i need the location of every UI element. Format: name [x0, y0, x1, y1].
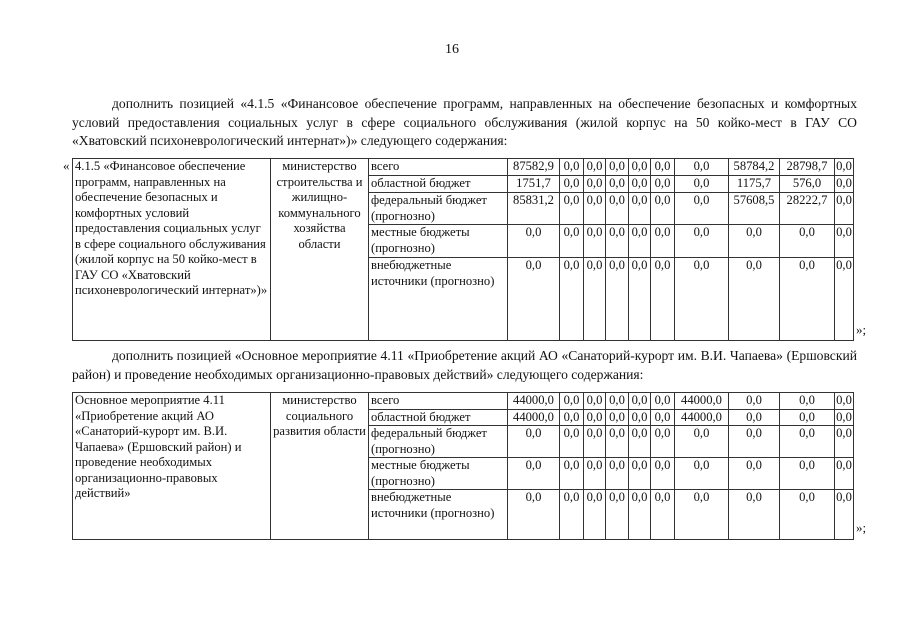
table-row — [73, 393, 854, 410]
funding-value: 1751,7 — [508, 176, 560, 193]
close-quote-1: »; — [856, 322, 867, 337]
funding-value: 0,0 — [729, 490, 780, 540]
funding-value: 0,0 — [584, 490, 606, 540]
funding-source: областной бюджет — [369, 176, 508, 193]
funding-source: местные бюджеты (прогнозно) — [369, 225, 508, 258]
funding-source: местные бюджеты (прогнозно) — [369, 458, 508, 490]
funding-value: 0,0 — [629, 409, 651, 426]
funding-value: 0,0 — [560, 393, 584, 410]
funding-value: 0,0 — [651, 258, 675, 341]
funding-value: 0,0 — [606, 176, 629, 193]
funding-value: 0,0 — [835, 225, 854, 258]
funding-value: 0,0 — [836, 409, 852, 424]
funding-value: 0,0 — [629, 426, 651, 458]
funding-value: 0,0 — [606, 409, 629, 426]
funding-value: 0,0 — [508, 458, 560, 490]
funding-value: 0,0 — [584, 258, 606, 341]
funding-value: 0,0 — [584, 176, 606, 193]
funding-value: 0,0 — [606, 490, 629, 540]
funding-value: 0,0 — [675, 426, 729, 458]
funding-value: 0,0 — [835, 490, 854, 540]
open-quote-1: « — [63, 158, 70, 173]
funding-value: 0,0 — [606, 426, 629, 458]
funding-value: 0,0 — [675, 490, 729, 540]
funding-value: 0,0 — [729, 258, 780, 341]
funding-value: 1175,7 — [729, 176, 780, 193]
funding-value: 0,0 — [675, 159, 729, 176]
close-quote-2: »; — [856, 520, 867, 535]
funding-value: 85831,2 — [508, 193, 560, 225]
funding-value: 0,0 — [651, 393, 675, 410]
funding-value: 57608,5 — [729, 193, 780, 225]
funding-value: 0,0 — [629, 393, 651, 410]
measure-description: 4.1.5 «Финансовое обеспечение программ, направленных на обеспечение безопасных и комфортных условий предоставления социальных услуг в сфере социального обслуживания (жилой корпус на 50 койко-мест в ГАУ СО «Хватовский психоневрологический интернат»)» — [73, 159, 271, 341]
funding-value: 0,0 — [651, 490, 675, 540]
funding-value: 0,0 — [508, 258, 560, 341]
funding-value: 0,0 — [560, 409, 584, 426]
funding-source: федеральный бюджет (прогнозно) — [369, 193, 508, 225]
funding-source: федеральный бюджет (прогнозно) — [369, 426, 508, 458]
funding-value: 0,0 — [835, 176, 854, 193]
funding-value: 0,0 — [560, 176, 584, 193]
funding-value: 0,0 — [584, 409, 606, 426]
funding-value: 0,0 — [629, 159, 651, 176]
funding-value: 0,0 — [584, 393, 606, 410]
funding-value: 0,0 — [606, 458, 629, 490]
funding-value: 0,0 — [675, 176, 729, 193]
funding-value: 0,0 — [835, 258, 854, 341]
funding-value: 0,0 — [629, 458, 651, 490]
funding-value: 87582,9 — [508, 159, 560, 176]
funding-value: 0,0 — [651, 176, 675, 193]
funding-value: 0,0 — [560, 193, 584, 225]
funding-value: 0,0 — [560, 225, 584, 258]
funding-value: 0,0 — [560, 159, 584, 176]
funding-value: 58784,2 — [729, 159, 780, 176]
funding-value: 0,0 — [651, 159, 675, 176]
funding-value: 0,0 — [835, 426, 854, 458]
funding-value: 0,0 — [606, 393, 629, 410]
funding-value: 44000,0 — [508, 393, 560, 410]
funding-value: 0,0 — [629, 490, 651, 540]
responsible-executor: министерство строительства и жилищно-коммунального хозяйства области — [271, 159, 369, 341]
funding-value: 0,0 — [584, 426, 606, 458]
funding-value: 0,0 — [508, 490, 560, 540]
funding-value: 576,0 — [780, 176, 835, 193]
page-number: 16 — [445, 42, 459, 57]
funding-value: 0,0 — [606, 258, 629, 341]
funding-value: 0,0 — [675, 458, 729, 490]
funding-source: внебюджетные источники (прогнозно) — [369, 490, 508, 540]
funding-source: внебюджетные источники (прогнозно) — [369, 258, 508, 341]
responsible-executor: министерство социального развития области — [271, 393, 369, 540]
funding-value: 0,0 — [835, 193, 854, 225]
funding-value: 0,0 — [629, 193, 651, 225]
funding-value: 0,0 — [836, 393, 852, 407]
funding-value: 0,0 — [780, 225, 835, 258]
funding-value: 0,0 — [584, 159, 606, 176]
funding-value: 44000,0 — [675, 409, 729, 426]
funding-value: 0,0 — [560, 490, 584, 540]
funding-source: всего — [369, 393, 508, 410]
funding-value: 28798,7 — [780, 159, 835, 176]
funding-value: 0,0 — [729, 458, 780, 490]
funding-value: 0,0 — [606, 225, 629, 258]
funding-value: 0,0 — [629, 258, 651, 341]
funding-value: 0,0 — [560, 426, 584, 458]
funding-value: 0,0 — [606, 159, 629, 176]
table-row — [73, 159, 854, 176]
funding-value: 0,0 — [560, 258, 584, 341]
measure-description: Основное мероприятие 4.11 «Приобретение акций АО «Санаторий-курорт им. В.И. Чапаева» (Ершовский район) и проведение необходимых организационно-правовых действий» — [73, 393, 271, 540]
funding-value: 0,0 — [835, 458, 854, 490]
funding-value: 0,0 — [729, 426, 780, 458]
funding-value: 0,0 — [508, 225, 560, 258]
funding-value: 0,0 — [584, 458, 606, 490]
funding-value: 0,0 — [780, 490, 835, 540]
funding-value: 0,0 — [780, 458, 835, 490]
funding-value: 28222,7 — [780, 193, 835, 225]
funding-value: 0,0 — [651, 458, 675, 490]
funding-value: 44000,0 — [675, 393, 729, 410]
funding-value: 0,0 — [584, 225, 606, 258]
funding-value: 0,0 — [651, 193, 675, 225]
funding-value: 0,0 — [729, 393, 780, 410]
funding-value: 0,0 — [629, 225, 651, 258]
funding-value: 0,0 — [606, 193, 629, 225]
funding-value: 0,0 — [780, 393, 835, 410]
funding-source: областной бюджет — [369, 409, 508, 426]
funding-value: 0,0 — [835, 159, 854, 176]
funding-value: 0,0 — [729, 225, 780, 258]
paragraph-2: дополнить позицией «Основное мероприятие 4.11 «Приобретение акций АО «Санаторий-курорт им. В.И. Чапаева» (Ершовский район) и проведение необходимых организационно-правовых действий» следующего содержания: — [72, 348, 857, 382]
funding-value: 0,0 — [651, 409, 675, 426]
funding-value: 0,0 — [560, 458, 584, 490]
funding-value: 44000,0 — [508, 409, 560, 426]
funding-value: 0,0 — [651, 225, 675, 258]
funding-value: 0,0 — [780, 409, 835, 426]
funding-value: 0,0 — [651, 426, 675, 458]
funding-value: 0,0 — [584, 193, 606, 225]
funding-value: 0,0 — [508, 426, 560, 458]
funding-value: 0,0 — [729, 409, 780, 426]
funding-source: всего — [369, 159, 508, 176]
table-2 — [72, 392, 854, 540]
funding-value: 0,0 — [675, 193, 729, 225]
funding-value: 0,0 — [780, 258, 835, 341]
table-1 — [72, 158, 854, 341]
paragraph-1: дополнить позицией «4.1.5 «Финансовое обеспечение программ, направленных на обеспечение безопасных и комфортных условий предоставления социальных услуг в сфере социального обслуживания (жилой корпус на 50 койко-мест в ГАУ СО «Хватовский психоневрологический интернат»)» следующего содержания: — [72, 96, 857, 148]
funding-value: 0,0 — [629, 176, 651, 193]
funding-value: 0,0 — [780, 426, 835, 458]
funding-value: 0,0 — [675, 258, 729, 341]
funding-value: 0,0 — [675, 225, 729, 258]
